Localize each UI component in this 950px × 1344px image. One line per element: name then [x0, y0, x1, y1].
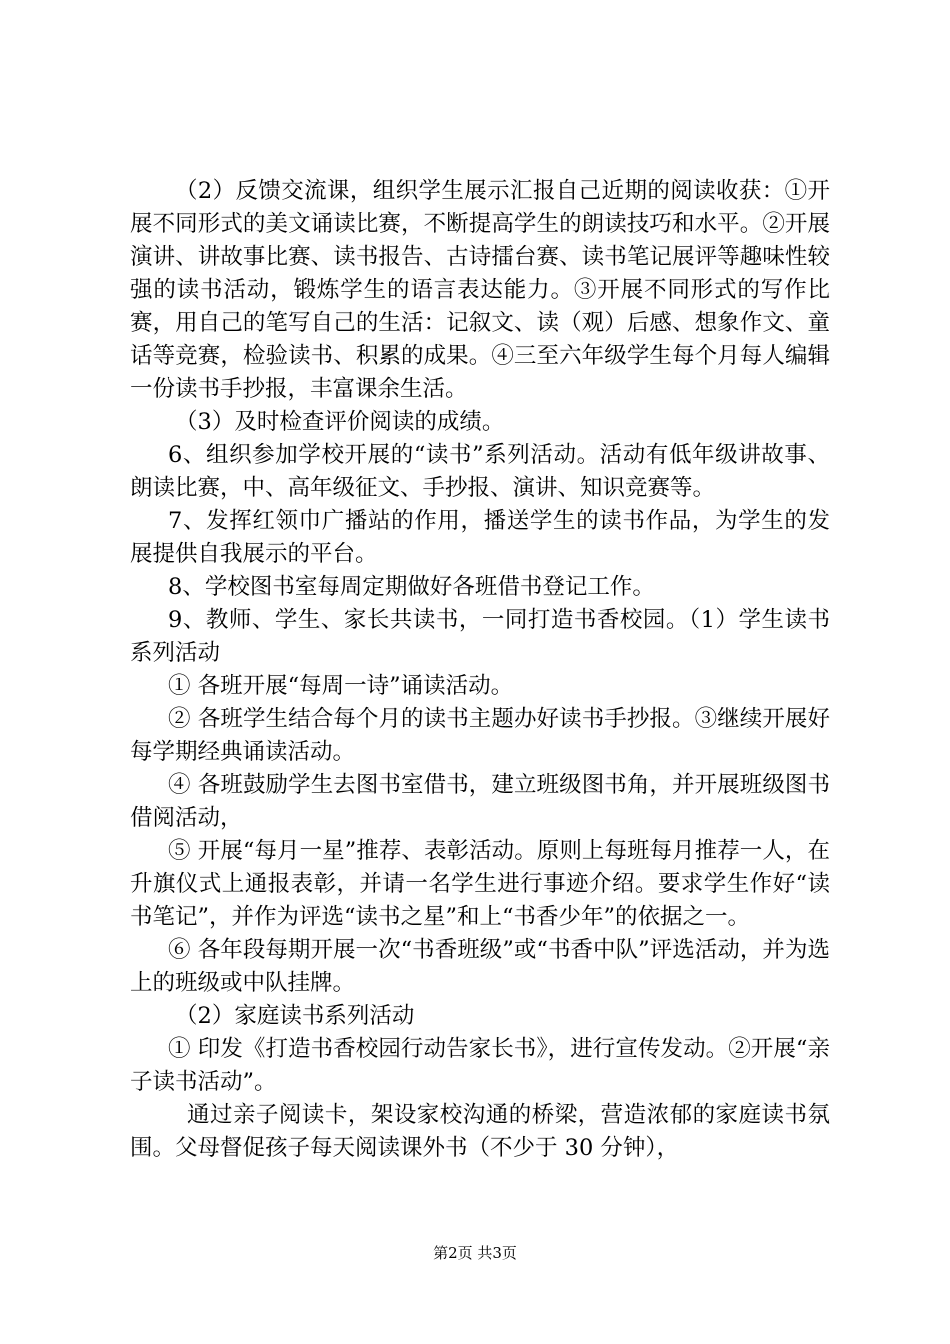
paragraph-feedback-class: （2）反馈交流课，组织学生展示汇报自己近期的阅读收获：①开展不同形式的美文诵读比赛，不断提高学生的朗读技巧和水平。②开展演讲、讲故事比赛、读书报告、古诗擂台赛、读书笔记展评等趣味性较强的读书活动，锻炼学生的语言表达能力。③开展不同形式的写作比赛，用自己的笔写自己的生活：记叙文、读（观）后感、想象作文、童话等竞赛，检验读书、积累的成果。④三至六年级学生每个月每人编辑一份读书手抄报，丰富课余生活。 — [130, 178, 830, 402]
paragraph-parent-child: 通过亲子阅读卡，架设家校沟通的桥梁，营造浓郁的家庭读书氛围。父母督促孩子每天阅读课外书（不少于 30 分钟）， — [130, 1102, 830, 1161]
paragraph-sub-2: ② 各班学生结合每个月的读书主题办好读书手抄报。③继续开展好每学期经典诵读活动。 — [130, 706, 830, 765]
paragraph-family-reading: （2）家庭读书系列活动 — [175, 1003, 415, 1029]
paragraph-item-7: 7、发挥红领巾广播站的作用，播送学生的读书作品，为学生的发展提供自我展示的平台。 — [130, 508, 830, 567]
page-number-footer: 第2页 共3页 — [433, 1244, 517, 1262]
paragraph-sub-1: ① 各班开展“每周一诗”诵读活动。 — [168, 673, 514, 699]
paragraph-item-6: 6、组织参加学校开展的“读书”系列活动。活动有低年级讲故事、朗读比赛，中、高年级征文、手抄报、演讲、知识竞赛等。 — [130, 442, 830, 501]
paragraph-sub-6: ⑥ 各年段每期开展一次“书香班级”或“书香中队”评选活动，并为选上的班级或中队挂牌。 — [130, 937, 830, 996]
paragraph-sub-5: ⑤ 开展“每月一星”推荐、表彰活动。原则上每班每月推荐一人，在升旗仪式上通报表彰，并请一名学生进行事迹介绍。要求学生作好“读书笔记”，并作为评选“读书之星”和上“书香少年”的依据之一。 — [130, 838, 830, 930]
document-body — [130, 175, 830, 1165]
paragraph-item-8: 8、学校图书室每周定期做好各班借书登记工作。 — [168, 574, 655, 600]
paragraph-sub-4: ④ 各班鼓励学生去图书室借书，建立班级图书角，并开展班级图书借阅活动， — [130, 772, 830, 831]
paragraph-family-sub-1: ① 印发《打造书香校园行动告家长书》，进行宣传发动。②开展“亲子读书活动”。 — [130, 1036, 830, 1095]
paragraph-item-9: 9、教师、学生、家长共读书，一同打造书香校园。（1）学生读书系列活动 — [130, 607, 830, 666]
paragraph-check-evaluation: （3）及时检查评价阅读的成绩。 — [175, 409, 505, 435]
